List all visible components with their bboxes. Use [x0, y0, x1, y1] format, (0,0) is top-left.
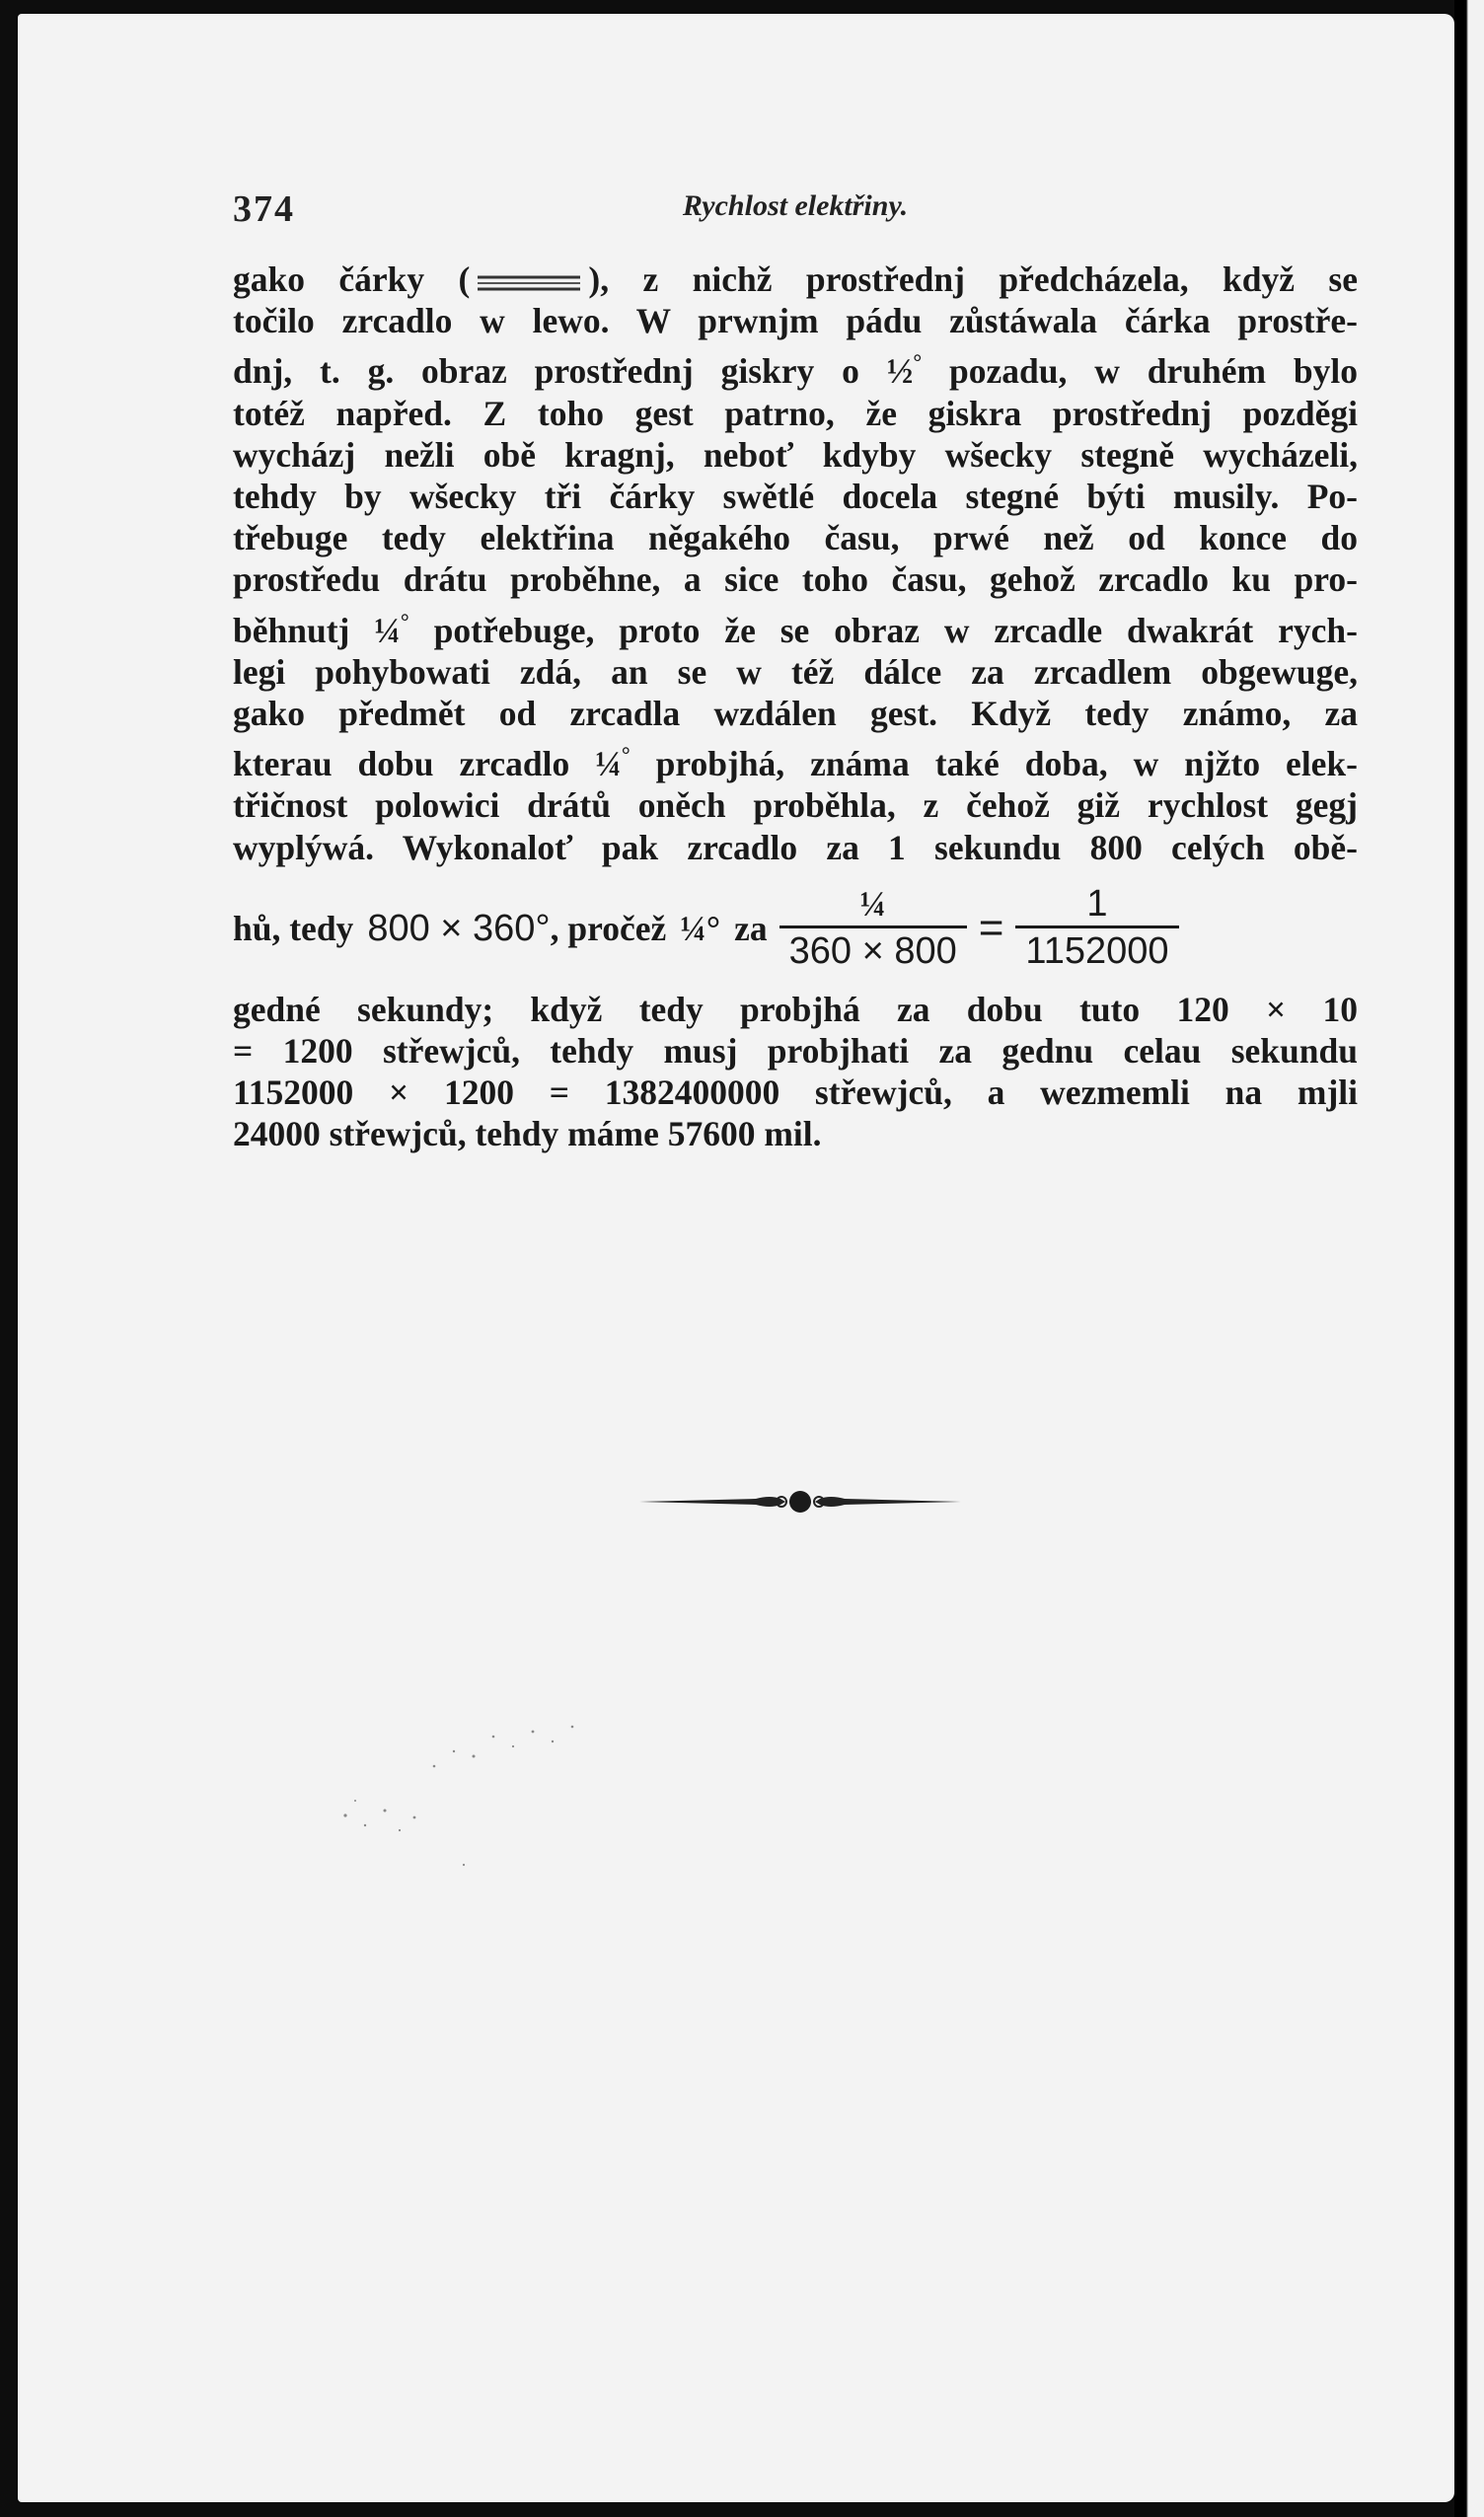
text-segment: kterau dobu zrcadlo [233, 744, 570, 784]
page-edge [1454, 0, 1484, 2517]
paper-specks-icon [326, 1707, 839, 1875]
degree-sign: ° [621, 742, 631, 768]
text-line [233, 734, 1358, 784]
text-line: wycházj nežli obě kragnj, neboť kdyby wšecky stegně wycházeli, [233, 434, 1358, 475]
ornament-divider-icon [637, 1485, 963, 1518]
fraction-quarter: ¼ [374, 610, 401, 650]
main-paragraph [233, 259, 1358, 1155]
text-line: točilo zrcadlo w lewo. W prwnjm pádu zůstáwala čárka prostře- [233, 301, 1358, 341]
page-number: 374 [233, 188, 295, 230]
text-line [233, 259, 1358, 300]
text-segment: potřebuge, proto že se obraz w zrcadle dwakrát rych- [433, 610, 1358, 650]
fraction-half: ½ [886, 351, 914, 392]
text-segment: dnj, t. g. obraz prostřednj giskry o [233, 351, 859, 392]
three-strokes-icon [470, 268, 588, 298]
formula-product: 800 × 360° [367, 907, 551, 949]
degree-sign: ° [913, 349, 923, 375]
formula-line [233, 874, 1358, 983]
page-header [233, 187, 1358, 230]
text-line: = 1200 střewjců, tehdy musj probjhati za gednu celau sekundu [233, 1031, 1358, 1072]
fraction-denominator: 1152000 [1015, 925, 1178, 974]
fraction-quarter: ¼ [595, 744, 622, 784]
text-line: gako předmět od zrcadla wzdálen gest. Když tedy známo, za [233, 694, 1358, 734]
formula-text: , pročež [550, 908, 667, 948]
text-line: totéž napřed. Z toho gest patrno, že giskra prostřednj pozděgi [233, 393, 1358, 433]
text-line [233, 601, 1358, 651]
fraction-denominator: 360 × 800 [779, 925, 967, 974]
fraction-right [1015, 882, 1178, 974]
text-line: wyplýwá. Wykonaloť pak zrcadlo za 1 sekundu 800 celých obě- [233, 827, 1358, 867]
fraction-numerator: 1 [1086, 883, 1108, 925]
text-line: 24000 střewjců, tehdy máme 57600 mil. [233, 1114, 822, 1154]
text-segment: probjhá, známa také doba, w njžto elek- [655, 744, 1359, 784]
text-line: gedné sekundy; když tedy probjhá za dobu tuto 120 × 10 [233, 989, 1358, 1029]
text-line: tehdy by wšecky tři čárky swětlé docela stegné býti musily. Po- [233, 477, 1358, 517]
text-line: 1152000 × 1200 = 1382400000 střewjců, a wezmemli na mjli [233, 1073, 1358, 1113]
running-title: Rychlost elektřiny. [682, 189, 909, 222]
formula-lead: hů, tedy [233, 908, 354, 948]
degree-sign: ° [400, 608, 409, 633]
text-segment: pozadu, w druhém bylo [949, 351, 1359, 392]
text-line: legi pohybowati zdá, an se w též dálce za zrcadlem obgewuge, [233, 651, 1358, 692]
text-line: třebuge tedy elektřina něgakého času, prwé než od konce do [233, 518, 1358, 558]
text-segment: ), z nichž prostřednj předcházela, když se [588, 259, 1359, 299]
text-line [233, 341, 1358, 392]
text-line: prostředu drátu proběhne, a sice toho času, gehož zrcadlo ku pro- [233, 559, 1358, 600]
text-segment: běhnutj [233, 610, 350, 650]
fraction-numerator: ¼ [859, 884, 886, 925]
formula-text: za [734, 908, 768, 948]
fraction-left [779, 882, 967, 974]
text-segment: gako čárky ( [233, 259, 471, 299]
equals-sign: = [978, 903, 1004, 952]
fraction-quarter-degree: ¼° [680, 908, 721, 948]
text-line: třičnost polowici drátů oněch proběhla, z čehož giž rychlost gegj [233, 785, 1358, 826]
